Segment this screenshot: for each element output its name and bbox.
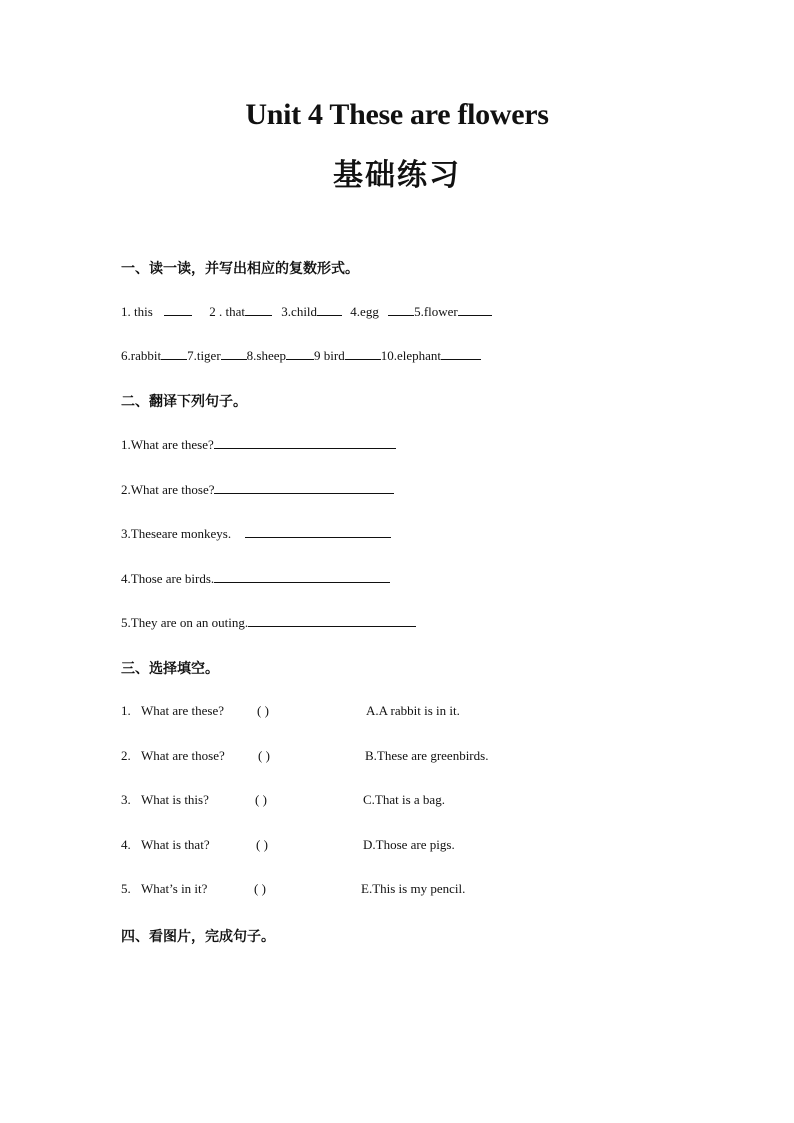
section-4-heading: 四、看图片，完成句子。 bbox=[121, 929, 275, 945]
answer-option: A.A rabbit is in it. bbox=[366, 703, 460, 718]
question-number: 5. bbox=[121, 881, 131, 896]
sentence-text: 5.They are on an outing. bbox=[121, 615, 249, 630]
translate-row bbox=[121, 570, 390, 587]
answer-blank[interactable] bbox=[286, 347, 314, 360]
answer-blank[interactable] bbox=[245, 525, 391, 538]
answer-option: E.This is my pencil. bbox=[361, 881, 466, 896]
page-subtitle: 基础练习 bbox=[333, 158, 461, 193]
plural-row-2 bbox=[121, 347, 481, 364]
answer-blank[interactable] bbox=[221, 347, 247, 360]
section-2-heading: 二、翻译下列句子。 bbox=[121, 394, 247, 410]
answer-bracket[interactable]: ( ) bbox=[257, 703, 269, 718]
question-text: What’s in it? bbox=[141, 881, 208, 896]
word-bird: 9 bird bbox=[314, 348, 345, 363]
answer-blank[interactable] bbox=[214, 570, 390, 583]
answer-blank[interactable] bbox=[388, 303, 414, 316]
question-number: 1. bbox=[121, 703, 131, 718]
answer-option: B.These are greenbirds. bbox=[365, 748, 489, 763]
sentence-text: 4.Those are birds. bbox=[121, 571, 215, 586]
answer-bracket[interactable]: ( ) bbox=[258, 748, 270, 763]
answer-blank[interactable] bbox=[164, 303, 192, 316]
answer-blank[interactable] bbox=[345, 347, 381, 360]
translate-row bbox=[121, 481, 394, 498]
translate-row bbox=[121, 525, 391, 542]
answer-option: D.Those are pigs. bbox=[363, 837, 455, 852]
word-child: 3.child bbox=[281, 304, 318, 319]
word-elephant: 10.elephant bbox=[380, 348, 442, 363]
question-number: 4. bbox=[121, 837, 131, 852]
section-1-heading: 一、读一读，并写出相应的复数形式。 bbox=[121, 261, 359, 277]
answer-blank[interactable] bbox=[458, 303, 492, 316]
question-text: What are those? bbox=[141, 748, 225, 763]
answer-blank[interactable] bbox=[214, 436, 396, 449]
word-that: 2 . that bbox=[209, 304, 246, 319]
word-flower: 5.flower bbox=[414, 304, 458, 319]
translate-row bbox=[121, 614, 416, 631]
answer-blank[interactable] bbox=[248, 614, 416, 627]
sentence-text: 2.What are those? bbox=[121, 482, 215, 497]
translate-row bbox=[121, 436, 396, 453]
page-title: Unit 4 These are flowers bbox=[245, 98, 549, 131]
answer-bracket[interactable]: ( ) bbox=[256, 837, 268, 852]
word-this: 1. this bbox=[121, 304, 153, 319]
word-sheep: 8.sheep bbox=[246, 348, 287, 363]
word-rabbit: 6.rabbit bbox=[121, 348, 162, 363]
answer-bracket[interactable]: ( ) bbox=[254, 881, 266, 896]
question-text: What is this? bbox=[141, 792, 209, 807]
answer-blank[interactable] bbox=[161, 347, 187, 360]
sentence-text: 1.What are these? bbox=[121, 437, 214, 452]
sentence-text: 3.Theseare monkeys. bbox=[121, 526, 232, 541]
plural-row-1 bbox=[121, 303, 492, 320]
word-tiger: 7.tiger bbox=[187, 348, 221, 363]
question-number: 2. bbox=[121, 748, 131, 763]
answer-bracket[interactable]: ( ) bbox=[255, 792, 267, 807]
question-number: 3. bbox=[121, 792, 131, 807]
answer-blank[interactable] bbox=[441, 347, 481, 360]
answer-blank[interactable] bbox=[214, 481, 394, 494]
answer-blank[interactable] bbox=[245, 303, 272, 316]
section-3-heading: 三、选择填空。 bbox=[121, 661, 219, 677]
word-egg: 4.egg bbox=[350, 304, 379, 319]
question-text: What are these? bbox=[141, 703, 225, 718]
question-text: What is that? bbox=[141, 837, 210, 852]
answer-blank[interactable] bbox=[317, 303, 342, 316]
answer-option: C.That is a bag. bbox=[363, 792, 445, 807]
